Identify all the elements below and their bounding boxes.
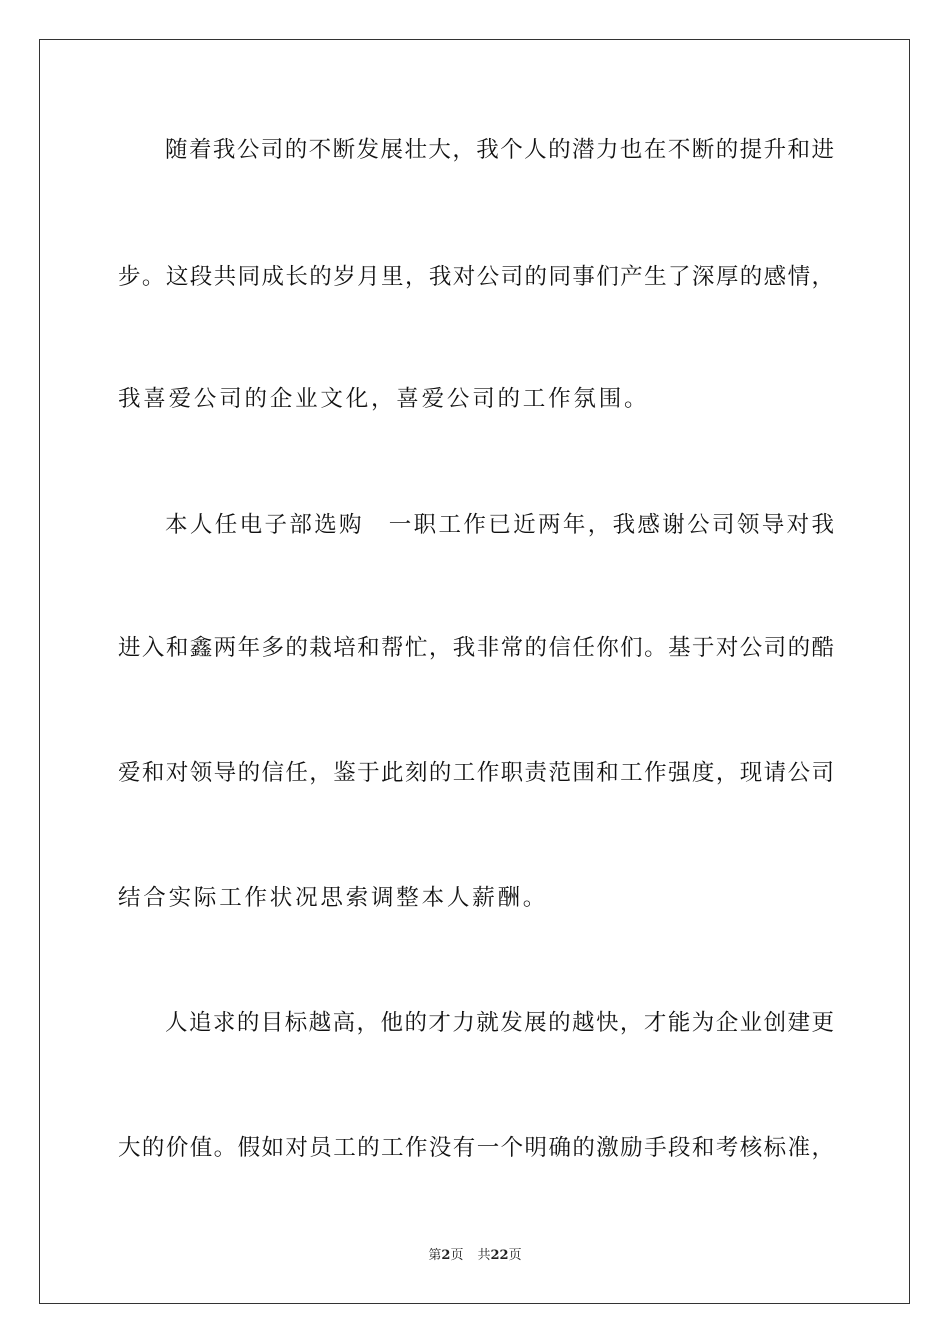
footer-total-pages: 22 bbox=[490, 1248, 509, 1263]
page-border bbox=[39, 39, 910, 1304]
paragraph-3-line-2: 大的价值。假如对员工的工作没有一个明确的激励手段和考核标准， bbox=[118, 1135, 834, 1161]
paragraph-3-line-1: 人追求的目标越高，他的才力就发展的越快，才能为企业创建更 bbox=[165, 1010, 834, 1036]
paragraph-2-line-1: 本人任电子部选购 一职工作已近两年，我感谢公司领导对我 bbox=[165, 512, 834, 538]
footer-total-suffix: 页 bbox=[508, 1248, 522, 1263]
footer-total-prefix: 共 bbox=[477, 1248, 491, 1263]
paragraph-1-line-2: 步。这段共同成长的岁月里，我对公司的同事们产生了深厚的感情， bbox=[118, 264, 834, 290]
paragraph-2-line-2: 进入和鑫两年多的栽培和帮忙，我非常的信任你们。基于对公司的酷 bbox=[118, 635, 834, 661]
paragraph-1-line-1: 随着我公司的不断发展壮大，我个人的潜力也在不断的提升和进 bbox=[165, 137, 834, 163]
footer-page-prefix: 第 bbox=[428, 1248, 442, 1263]
paragraph-2-line-3: 爱和对领导的信任，鉴于此刻的工作职责范围和工作强度，现请公司 bbox=[118, 760, 834, 786]
page-footer bbox=[0, 1247, 950, 1265]
footer-page-suffix: 页 bbox=[450, 1248, 464, 1263]
footer-page-number: 2 bbox=[441, 1248, 451, 1263]
paragraph-2-line-4: 结合实际工作状况思索调整本人薪酬。 bbox=[118, 885, 549, 911]
paragraph-1-line-3: 我喜爱公司的企业文化，喜爱公司的工作氛围。 bbox=[118, 386, 650, 412]
